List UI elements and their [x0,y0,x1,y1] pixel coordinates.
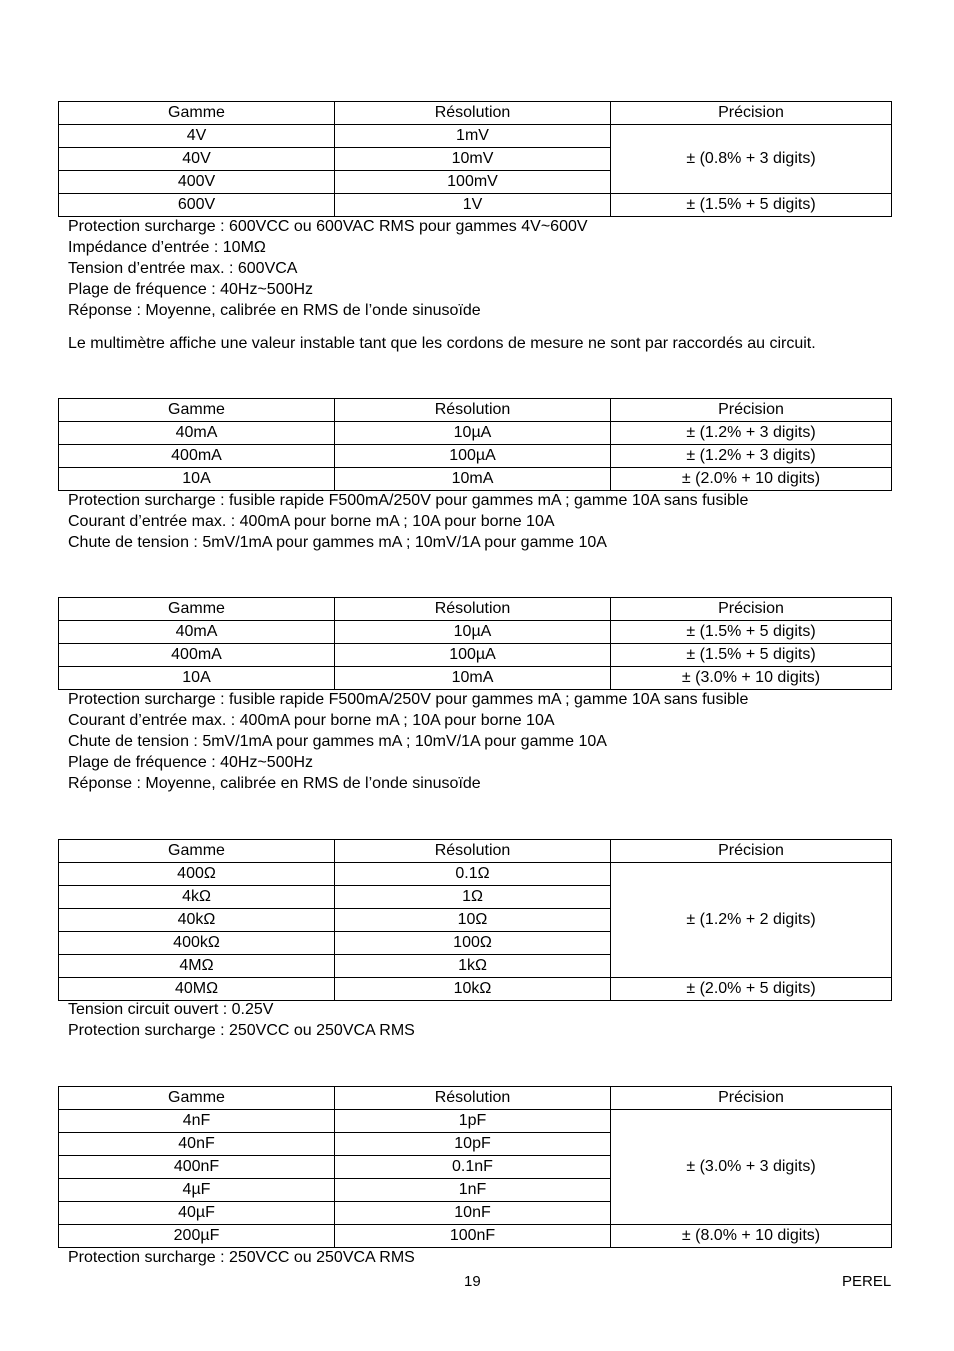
table-header-row [59,102,892,125]
table-header-row [59,399,892,422]
header-range: Gamme [59,840,335,863]
resolution-cell: 10nF [335,1202,611,1225]
header-resolution: Résolution [335,598,611,621]
header-accuracy: Précision [611,1087,892,1110]
table-row [59,445,892,468]
table-header-row [59,598,892,621]
table-header-row [59,840,892,863]
range-cell: 400mA [59,445,335,468]
note-line: Chute de tension : 5mV/1mA pour gammes mA ; 10mV/1A pour gamme 10A [68,534,607,551]
range-cell: 400mA [59,644,335,667]
table-header-row [59,1087,892,1110]
range-cell: 40mA [59,621,335,644]
spec-table-dc-current [58,398,892,491]
accuracy-cell: ± (1.2% + 3 digits) [611,422,892,445]
notes-voltage [68,216,588,321]
note-line: Protection surcharge : fusible rapide F500mA/250V pour gammes mA ; gamme 10A sans fusible [68,691,749,708]
accuracy-cell: ± (2.0% + 5 digits) [611,978,892,1001]
range-cell: 400kΩ [59,932,335,955]
resolution-cell: 1pF [335,1110,611,1133]
header-range: Gamme [59,598,335,621]
table-row [59,194,892,217]
header-resolution: Résolution [335,399,611,422]
table-row [59,468,892,491]
header-range: Gamme [59,102,335,125]
resolution-cell: 10Ω [335,909,611,932]
accuracy-cell: ± (1.5% + 5 digits) [611,194,892,217]
table-row [59,1110,892,1133]
resolution-cell: 10mA [335,667,611,690]
range-cell: 40nF [59,1133,335,1156]
notes-capacitance [68,1247,415,1268]
range-cell: 40mA [59,422,335,445]
table-row [59,978,892,1001]
range-cell: 400nF [59,1156,335,1179]
range-cell: 40kΩ [59,909,335,932]
resolution-cell: 10kΩ [335,978,611,1001]
resolution-cell: 1V [335,194,611,217]
table-row [59,1225,892,1248]
note-line: Plage de fréquence : 40Hz~500Hz [68,754,314,771]
accuracy-cell: ± (8.0% + 10 digits) [611,1225,892,1248]
table-row [59,125,892,148]
range-cell: 200µF [59,1225,335,1248]
note-line: Courant d’entrée max. : 400mA pour borne mA ; 10A pour borne 10A [68,513,555,530]
instability-remark: Le multimètre affiche une valeur instable tant que les cordons de mesure ne sont par raccordés au circuit. [68,335,816,352]
spec-table-capacitance [58,1086,892,1248]
spec-table-resistance [58,839,892,1001]
header-accuracy: Précision [611,399,892,422]
accuracy-cell: ± (3.0% + 10 digits) [611,667,892,690]
note-line: Protection surcharge : 600VCC ou 600VAC RMS pour gammes 4V~600V [68,218,588,235]
header-range: Gamme [59,399,335,422]
resolution-cell: 10µA [335,422,611,445]
table-row [59,621,892,644]
spec-table-ac-current [58,597,892,690]
notes-resistance [68,999,415,1041]
note-line: Réponse : Moyenne, calibrée en RMS de l’onde sinusoïde [68,302,481,319]
header-accuracy: Précision [611,102,892,125]
table-row [59,644,892,667]
table-row [59,422,892,445]
accuracy-cell: ± (2.0% + 10 digits) [611,468,892,491]
range-cell: 4µF [59,1179,335,1202]
range-cell: 400V [59,171,335,194]
header-accuracy: Précision [611,840,892,863]
note-line: Impédance d’entrée : 10MΩ [68,239,266,256]
table-row [59,667,892,690]
header-resolution: Résolution [335,1087,611,1110]
header-resolution: Résolution [335,102,611,125]
resolution-cell: 100mV [335,171,611,194]
resolution-cell: 1kΩ [335,955,611,978]
range-cell: 4nF [59,1110,335,1133]
range-cell: 4kΩ [59,886,335,909]
spec-table-voltage [58,101,892,217]
range-cell: 40MΩ [59,978,335,1001]
header-resolution: Résolution [335,840,611,863]
resolution-cell: 10pF [335,1133,611,1156]
resolution-cell: 100Ω [335,932,611,955]
note-line: Courant d’entrée max. : 400mA pour borne mA ; 10A pour borne 10A [68,712,555,729]
accuracy-cell: ± (1.2% + 3 digits) [611,445,892,468]
resolution-cell: 10µA [335,621,611,644]
resolution-cell: 10mA [335,468,611,491]
resolution-cell: 1Ω [335,886,611,909]
note-line: Réponse : Moyenne, calibrée en RMS de l’onde sinusoïde [68,775,481,792]
note-line: Plage de fréquence : 40Hz~500Hz [68,281,314,298]
range-cell: 4MΩ [59,955,335,978]
note-line: Protection surcharge : fusible rapide F500mA/250V pour gammes mA ; gamme 10A sans fusible [68,492,749,509]
range-cell: 10A [59,667,335,690]
resolution-cell: 100µA [335,644,611,667]
notes-dc-current [68,490,748,553]
note-line: Tension circuit ouvert : 0.25V [68,1001,274,1018]
accuracy-cell: ± (1.5% + 5 digits) [611,621,892,644]
range-cell: 4V [59,125,335,148]
accuracy-cell-merged: ± (1.2% + 2 digits) [611,863,892,978]
header-accuracy: Précision [611,598,892,621]
resolution-cell: 100µA [335,445,611,468]
range-cell: 40µF [59,1202,335,1225]
notes-ac-current [68,689,748,794]
resolution-cell: 0.1Ω [335,863,611,886]
note-line: Chute de tension : 5mV/1mA pour gammes mA ; 10mV/1A pour gamme 10A [68,733,607,750]
table-row [59,863,892,886]
note-line: Tension d’entrée max. : 600VCA [68,260,298,277]
resolution-cell: 10mV [335,148,611,171]
resolution-cell: 100nF [335,1225,611,1248]
resolution-cell: 1mV [335,125,611,148]
range-cell: 400Ω [59,863,335,886]
note-line: Protection surcharge : 250VCC ou 250VCA RMS [68,1022,415,1039]
accuracy-cell: ± (1.5% + 5 digits) [611,644,892,667]
resolution-cell: 1nF [335,1179,611,1202]
accuracy-cell-merged: ± (0.8% + 3 digits) [611,125,892,194]
accuracy-cell-merged: ± (3.0% + 3 digits) [611,1110,892,1225]
resolution-cell: 0.1nF [335,1156,611,1179]
brand-footer: PEREL [842,1273,892,1290]
range-cell: 600V [59,194,335,217]
page-number: 19 [464,1273,481,1290]
range-cell: 10A [59,468,335,491]
range-cell: 40V [59,148,335,171]
note-line: Protection surcharge : 250VCC ou 250VCA RMS [68,1249,415,1266]
header-range: Gamme [59,1087,335,1110]
